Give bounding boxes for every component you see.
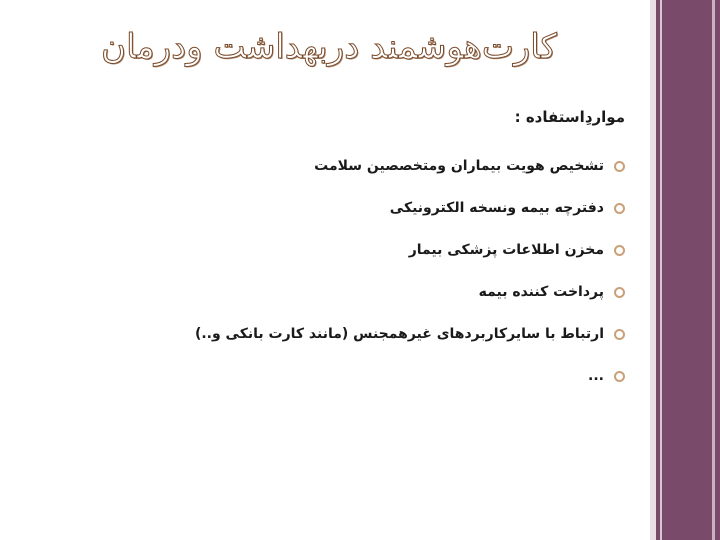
bullet-text: ... <box>588 368 604 384</box>
list-item <box>125 313 625 355</box>
panel-stripe <box>650 0 656 540</box>
slide-title: کارت‌هوشمند دربهداشت ودرمان <box>101 27 557 67</box>
panel-stripe <box>712 0 715 540</box>
list-item <box>125 355 625 397</box>
bullet-text: تشخیص هویت بیماران ومتخصصین سلامت <box>314 158 604 174</box>
bullet-text: پرداخت کننده بیمه <box>478 284 604 300</box>
list-item <box>125 145 625 187</box>
bullet-circle-icon <box>614 329 625 340</box>
bullet-text: ارتباط با سایرکاربردهای غیرهمجنس (مانند کارت بانکی و..) <box>194 326 604 342</box>
bullet-circle-icon <box>614 287 625 298</box>
list-item <box>125 187 625 229</box>
decorative-side-panel <box>650 0 720 540</box>
list-item <box>125 229 625 271</box>
bullet-circle-icon <box>614 161 625 172</box>
list-item <box>125 271 625 313</box>
bullet-text: دفترچه بیمه ونسخه الکترونیکی <box>389 200 604 216</box>
bullet-circle-icon <box>614 203 625 214</box>
panel-stripe <box>660 0 662 540</box>
intro-heading: مواردِاستفاده : <box>514 108 625 126</box>
bullet-circle-icon <box>614 245 625 256</box>
bullet-text: مخزن اطلاعات پزشکی بیمار <box>408 242 604 258</box>
bullet-list <box>125 145 625 397</box>
bullet-circle-icon <box>614 371 625 382</box>
